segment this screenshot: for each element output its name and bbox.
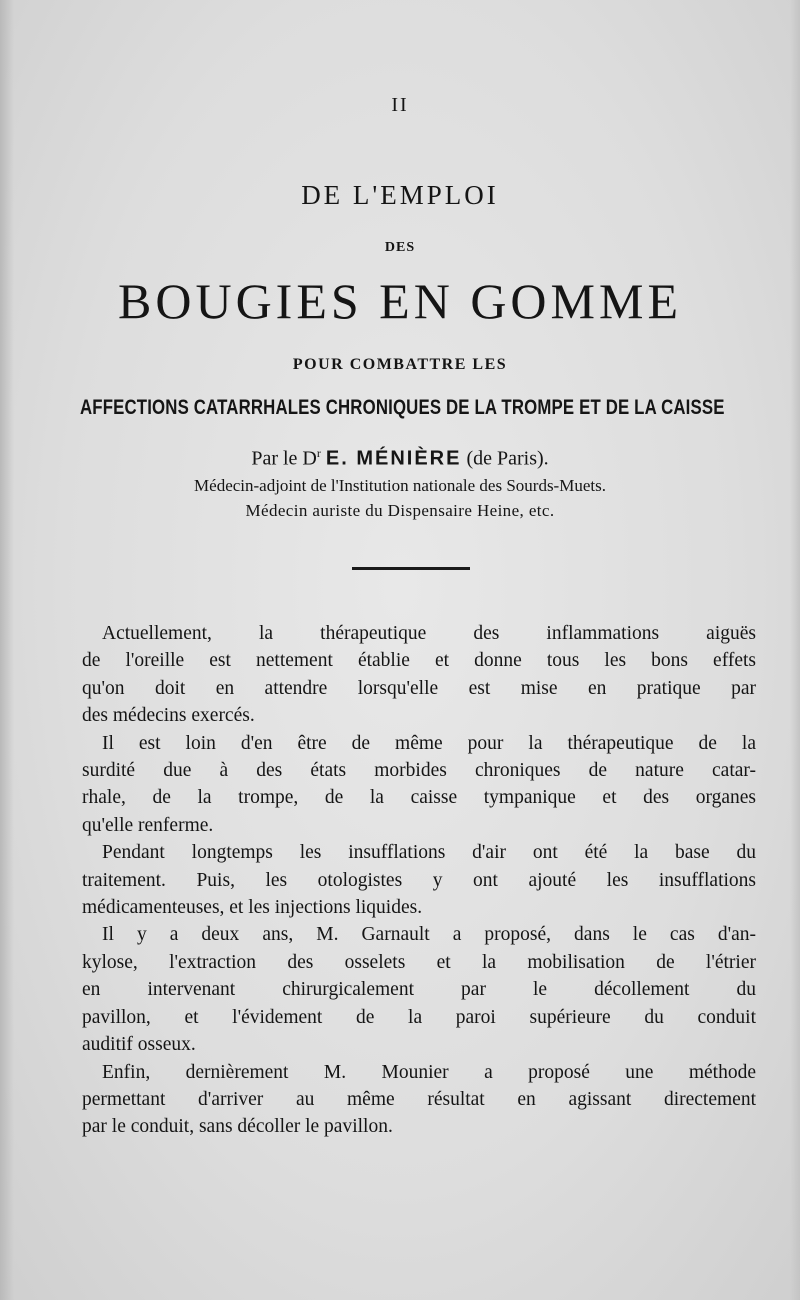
body-text <box>82 620 756 1141</box>
title-line-des: DES <box>384 240 416 255</box>
subtitle-affections: AFFECTIONS CATARRHALES CHRONIQUES DE LA TROMPE ET DE LA CAISSE <box>80 396 725 419</box>
text-line: des médecins exercés. <box>82 705 255 727</box>
paragraph-3 <box>82 839 756 921</box>
paragraph-1 <box>82 620 756 730</box>
text-line: auditif osseux. <box>82 1034 196 1056</box>
text-line: Il est loin d'en être de même pour la thérapeutique de la <box>102 732 756 754</box>
text-line: Il y a deux ans, M. Garnault a proposé, dans le cas d'an- <box>102 924 756 946</box>
paragraph-5 <box>82 1059 756 1141</box>
text-line: par le conduit, sans décoller le pavillon. <box>82 1116 393 1138</box>
text-line: qu'on doit en attendre lorsqu'elle est mise en pratique par <box>82 677 756 699</box>
text-line: en intervenant chirurgicalement par le décollement du <box>82 979 756 1001</box>
text-line: surdité due à des états morbides chroniques de nature catar- <box>82 760 756 782</box>
text-line: permettant d'arriver au même résultat en agissant directement <box>82 1088 756 1110</box>
author-line <box>0 446 800 471</box>
author-suffix: (de Paris). <box>461 447 549 470</box>
text-line: kylose, l'extraction des osselets et la mobilisation de l'étrier <box>82 951 756 973</box>
text-line: Actuellement, la thérapeutique des inflammations aiguës <box>102 623 756 644</box>
text-line: Enfin, dernièrement M. Mounier a proposé une méthode <box>102 1061 756 1083</box>
author-prefix: Par le D <box>251 447 317 470</box>
title-line-pour-combattre: POUR COMBATTRE LES <box>292 356 508 373</box>
author-affiliation-1: Médecin-adjoint de l'Institution nationale des Sourds-Muets. <box>194 476 606 495</box>
author-affiliation-2: Médecin auriste du Dispensaire Heine, etc. <box>245 501 555 520</box>
author-name: E. MÉNIÈRE <box>325 447 462 470</box>
text-line: de l'oreille est nettement établie et donne tous les bons effets <box>82 650 756 672</box>
author-prefix-sup: r <box>316 446 321 460</box>
text-line: qu'elle renferme. <box>82 814 214 836</box>
text-line: rhale, de la trompe, de la caisse tympanique et des organes <box>82 787 756 809</box>
text-line: pavillon, et l'évidement de la paroi supérieure du conduit <box>82 1006 756 1028</box>
paragraph-2 <box>82 730 756 840</box>
main-title: BOUGIES EN GOMME <box>118 273 682 329</box>
divider-rule <box>352 567 470 570</box>
text-line: Pendant longtemps les insufflations d'air ont été la base du <box>102 842 756 864</box>
paragraph-4 <box>82 921 756 1058</box>
title-line-de-l-emploi: DE L'EMPLOI <box>301 180 499 210</box>
text-line: médicamenteuses, et les injections liquides. <box>82 897 423 919</box>
text-line: traitement. Puis, les otologistes y ont ajouté les insufflations <box>82 869 756 891</box>
chapter-number: II <box>391 94 409 116</box>
